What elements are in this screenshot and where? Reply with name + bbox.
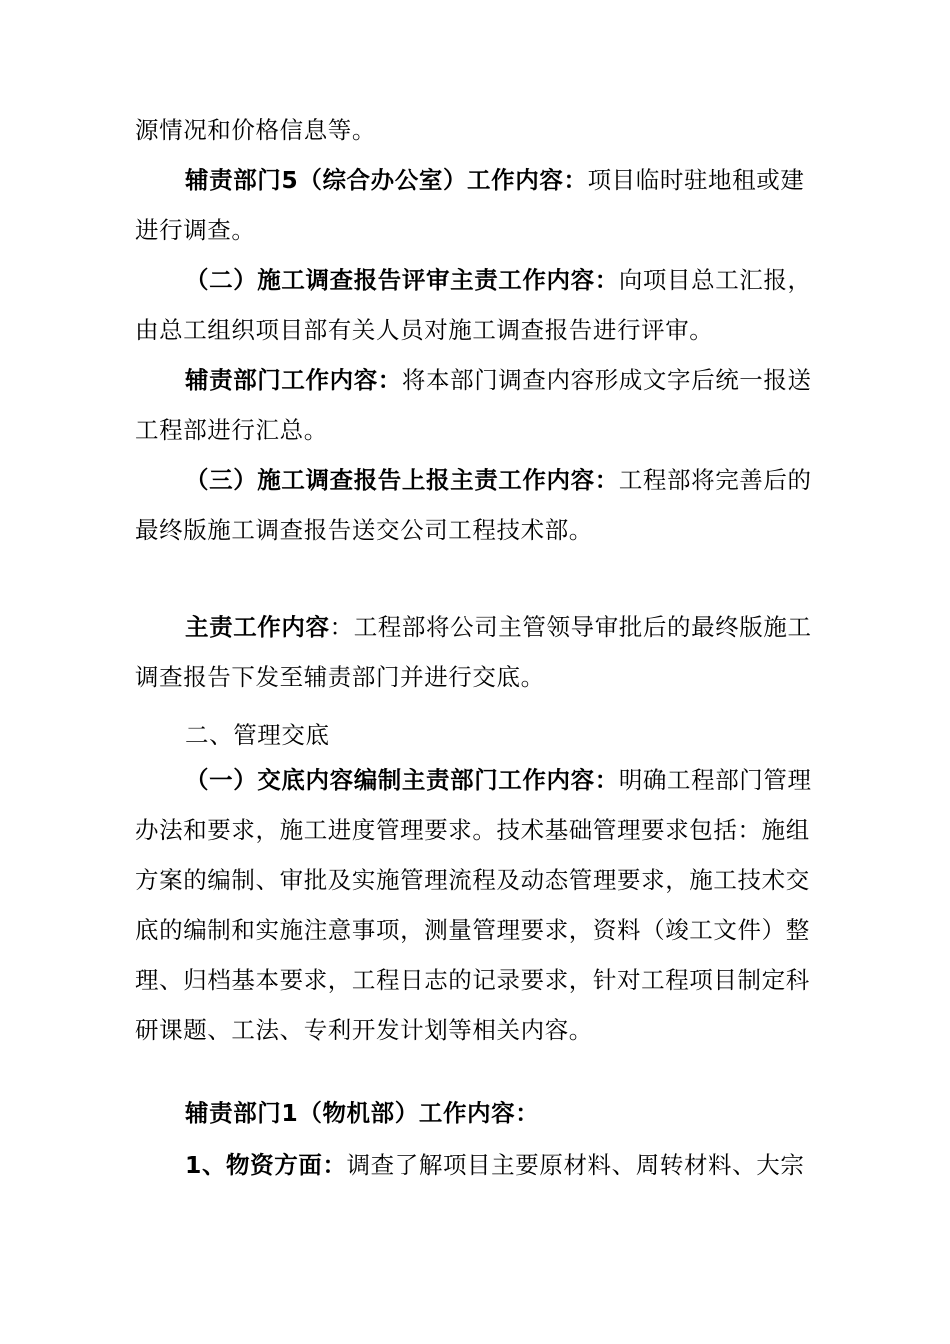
paragraph-line [0,515,950,545]
bold-run: （一）交底内容编制主责部门工作内容： [185,766,619,794]
paragraph-line [0,165,950,195]
paragraph-line [0,115,950,145]
text-run: 最终版施工调查报告送交公司工程技术部。 [135,516,593,544]
paragraph-line [0,965,950,995]
section-heading [0,720,950,750]
text-run: 项目临时驻地租或建 [587,166,805,194]
bold-run: 主责工作内容 [185,613,330,641]
paragraph-line [0,765,950,795]
text-run: 理、归档基本要求，工程日志的记录要求，针对工程项目制定科 [135,966,810,994]
paragraph-line [0,415,950,445]
text-run: 底的编制和实施注意事项，测量管理要求，资料（竣工文件）整 [135,916,810,944]
text-run: 将本部门调查内容形成文字后统一报送 [401,366,812,394]
paragraph-line [0,365,950,395]
paragraph-line [0,865,950,895]
paragraph-line [0,265,950,295]
text-run: 二、管理交底 [185,721,330,749]
bold-run: （二）施工调查报告评审主责工作内容： [185,266,619,294]
text-run: 方案的编制、审批及实施管理流程及动态管理要求，施工技术交 [135,866,810,894]
bold-run: 辅责部门1（物机部）工作内容： [185,1099,540,1127]
paragraph-line [0,215,950,245]
paragraph-line [0,1098,950,1128]
text-run: 源情况和价格信息等。 [135,116,376,144]
text-run: 进行调查。 [135,216,256,244]
text-run: 工程部将完善后的 [618,466,812,494]
text-run: ：工程部将公司主管领导审批后的最终版施工 [329,613,812,641]
paragraph-line [0,315,950,345]
paragraph-line [0,915,950,945]
text-run: 办法和要求，施工进度管理要求。技术基础管理要求包括：施组 [135,816,810,844]
text-run: 研课题、工法、专利开发计划等相关内容。 [135,1016,593,1044]
paragraph-line [0,1150,950,1180]
text-run: 明确工程部门管理 [618,766,812,794]
paragraph-line [0,465,950,495]
paragraph-line [0,815,950,845]
text-run: 向项目总工汇报， [618,266,812,294]
text-run: 调查了解项目主要原材料、周转材料、大宗 [346,1151,805,1179]
bold-run: 1、物资方面： [185,1151,347,1179]
text-run: 由总工组织项目部有关人员对施工调查报告进行评审。 [135,316,714,344]
bold-run: 辅责部门5（综合办公室）工作内容： [185,166,588,194]
paragraph-line [0,1015,950,1045]
paragraph-line [0,612,950,642]
bold-run: （三）施工调查报告上报主责工作内容： [185,466,619,494]
paragraph-line [0,662,950,692]
text-run: 调查报告下发至辅责部门并进行交底。 [135,663,545,691]
bold-run: 辅责部门工作内容： [185,366,402,394]
text-run: 工程部进行汇总。 [135,416,328,444]
